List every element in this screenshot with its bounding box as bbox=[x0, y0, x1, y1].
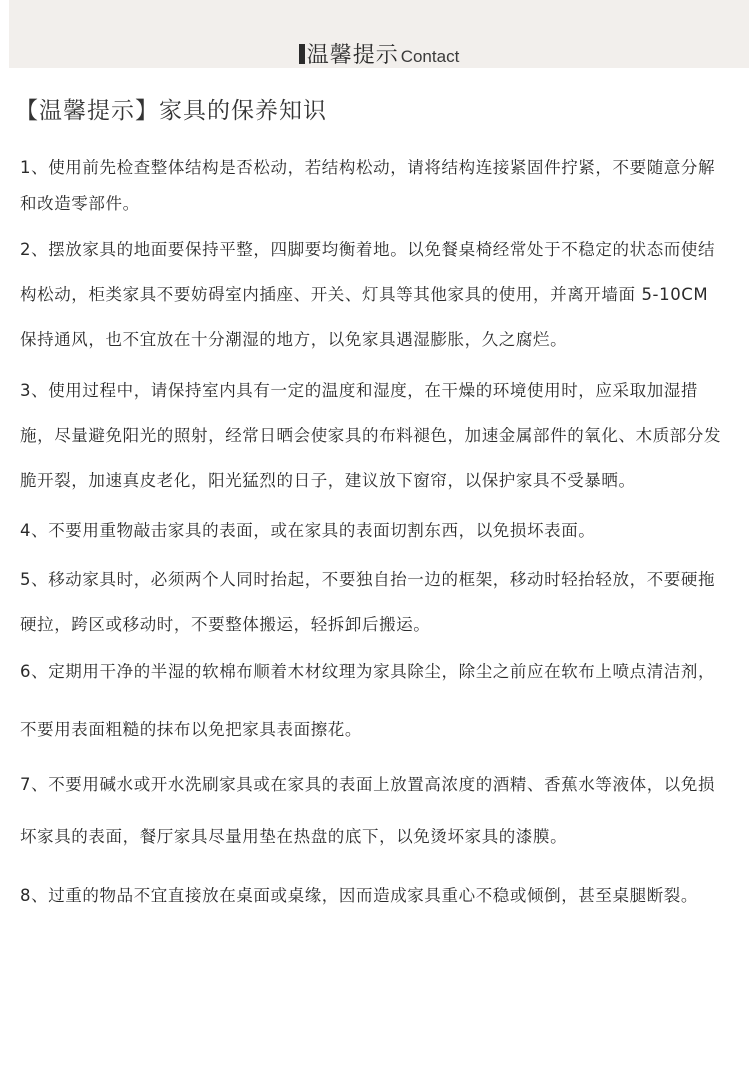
tip-item-3: 3、使用过程中，请保持室内具有一定的温度和湿度，在干燥的环境使用时，应采取加湿措施，尽量避免阳光的照射，经常日晒会使家具的布料褪色，加速金属部件的氧化、木质部分发脆开裂，加速真皮老化，阳光猛烈的日子，建议放下窗帘，以保护家具不受暴晒。 bbox=[20, 381, 722, 490]
tips-list bbox=[20, 150, 730, 935]
tip-item-8: 8、过重的物品不宜直接放在桌面或桌缘，因而造成家具重心不稳或倾倒，甚至桌腿断裂。 bbox=[20, 886, 698, 905]
section-heading: 【温馨提示】家具的保养知识 bbox=[15, 98, 327, 124]
tip-item-1: 1、使用前先检查整体结构是否松动，若结构松动，请将结构连接紧固件拧紧，不要随意分解和改造零部件。 bbox=[20, 158, 716, 213]
tip-item-6: 6、定期用干净的半湿的软棉布顺着木材纹理为家具除尘，除尘之前应在软布上喷点清洁剂，不要用表面粗糙的抹布以免把家具表面擦花。 bbox=[20, 662, 716, 739]
header-subtitle: Contact bbox=[400, 46, 460, 66]
header-marker-bar bbox=[299, 44, 305, 64]
header-banner bbox=[9, 0, 749, 68]
tip-item-2: 2、摆放家具的地面要保持平整，四脚要均衡着地。以免餐桌椅经常处于不稳定的状态而使结构松动，柜类家具不要妨碍室内插座、开关、灯具等其他家具的使用，并离开墙面 5-10CM 保持通风，也不宜放在十分潮湿的地方，以免家具遇湿膨胀，久之腐烂。 bbox=[20, 240, 716, 349]
header-title-group bbox=[299, 38, 460, 69]
tip-item-5: 5、移动家具时，必须两个人同时抬起，不要独自抬一边的框架，移动时轻抬轻放，不要硬拖硬拉，跨区或移动时，不要整体搬运，轻拆卸后搬运。 bbox=[20, 570, 716, 634]
tip-item-4: 4、不要用重物敲击家具的表面，或在家具的表面切割东西，以免损坏表面。 bbox=[20, 521, 596, 540]
header-title: 温馨提示 bbox=[306, 42, 399, 68]
tip-item-7: 7、不要用碱水或开水洗刷家具或在家具的表面上放置高浓度的酒精、香蕉水等液体，以免损坏家具的表面，餐厅家具尽量用垫在热盘的底下，以免烫坏家具的漆膜。 bbox=[20, 775, 716, 846]
